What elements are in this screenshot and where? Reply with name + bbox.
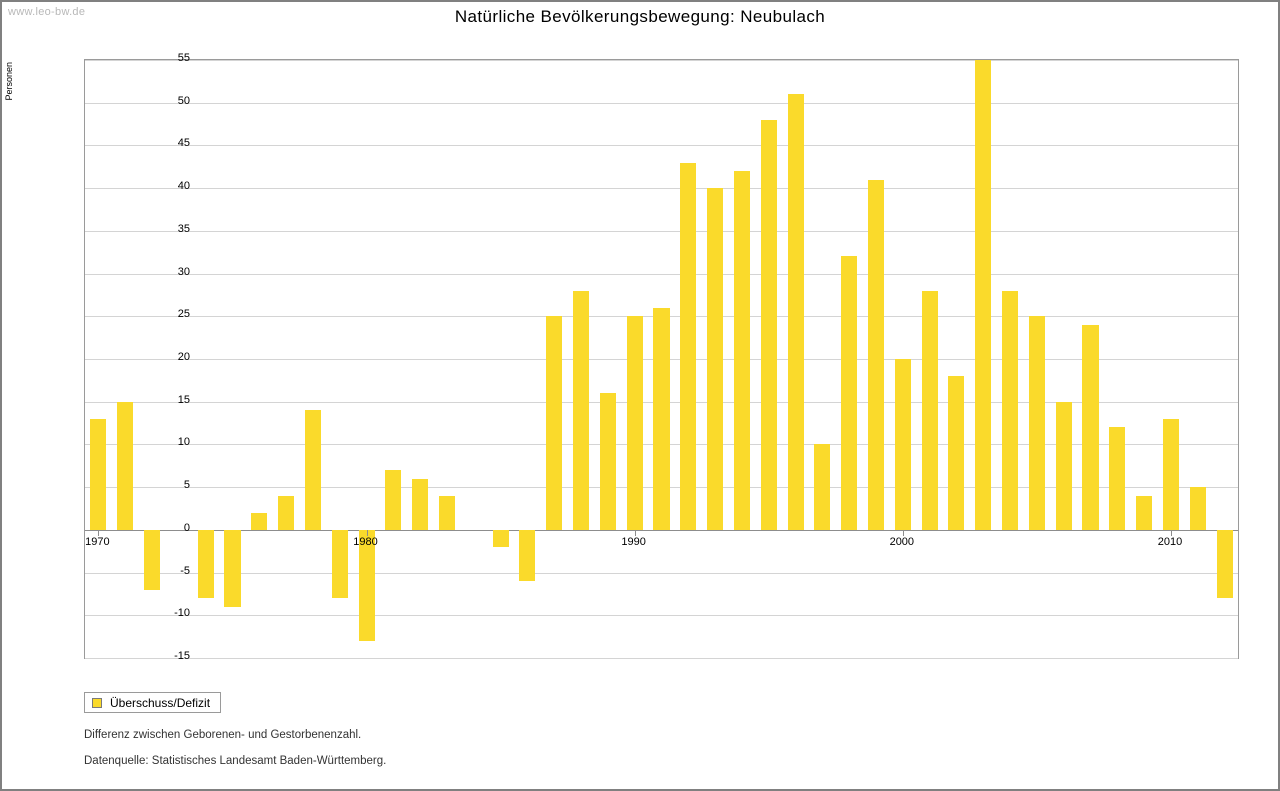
y-axis-tick-label: -10 bbox=[174, 607, 190, 620]
note-definition: Differenz zwischen Geborenen- und Gestorbenenzahl. bbox=[84, 729, 362, 741]
bar bbox=[922, 291, 938, 530]
bar bbox=[412, 479, 428, 530]
bar bbox=[493, 530, 509, 547]
x-axis-tick-label: 2000 bbox=[889, 535, 915, 548]
y-axis-tick-label: 25 bbox=[177, 308, 190, 321]
y-axis-tick-label: 20 bbox=[177, 351, 190, 363]
gridline bbox=[85, 274, 1238, 275]
y-axis-tick-label: -15 bbox=[174, 650, 190, 662]
bar bbox=[332, 530, 348, 598]
y-axis-tick-label: 40 bbox=[177, 180, 190, 193]
bar bbox=[761, 120, 777, 530]
gridline bbox=[85, 60, 1238, 61]
y-axis-tick-label: 35 bbox=[177, 222, 190, 235]
gridline bbox=[85, 573, 1238, 574]
legend-label: Überschuss/Defizit bbox=[110, 695, 211, 710]
legend-swatch-icon bbox=[92, 698, 102, 708]
bar bbox=[600, 393, 616, 530]
y-axis-tick-label: 30 bbox=[177, 265, 190, 278]
gridline bbox=[85, 103, 1238, 104]
bar bbox=[90, 419, 106, 530]
bar bbox=[305, 410, 321, 530]
bar bbox=[841, 256, 857, 529]
note-source: Datenquelle: Statistisches Landesamt Baden-Württemberg. bbox=[84, 755, 387, 767]
bar bbox=[895, 359, 911, 530]
plot-area bbox=[84, 59, 1239, 659]
y-axis-tick-label: 55 bbox=[177, 52, 190, 64]
bar bbox=[251, 513, 267, 530]
bar bbox=[144, 530, 160, 590]
bar bbox=[1217, 530, 1233, 598]
bar bbox=[788, 94, 804, 530]
chart-legend bbox=[84, 692, 221, 713]
watermark: www.leo-bw.de bbox=[8, 6, 86, 18]
bar bbox=[278, 496, 294, 530]
gridline bbox=[85, 615, 1238, 616]
x-axis-tick-label: 2010 bbox=[1157, 535, 1183, 548]
y-axis-label: Personen bbox=[4, 62, 14, 101]
gridline bbox=[85, 231, 1238, 232]
gridline bbox=[85, 188, 1238, 189]
bar bbox=[573, 291, 589, 530]
gridline bbox=[85, 658, 1238, 659]
bar bbox=[224, 530, 240, 607]
bar bbox=[439, 496, 455, 530]
bar bbox=[627, 316, 643, 530]
bar bbox=[734, 171, 750, 530]
y-axis-tick-label: -5 bbox=[180, 564, 190, 577]
x-axis-tick-label: 1970 bbox=[85, 535, 110, 548]
bar bbox=[1056, 402, 1072, 530]
y-axis-tick-label: 5 bbox=[183, 479, 190, 492]
x-axis-tick-label: 1990 bbox=[621, 535, 646, 548]
bar bbox=[975, 60, 991, 530]
y-axis-tick-label: 50 bbox=[177, 94, 190, 107]
bar bbox=[1136, 496, 1152, 530]
bar bbox=[519, 530, 535, 581]
bar bbox=[1109, 427, 1125, 530]
bar bbox=[707, 188, 723, 530]
bar bbox=[385, 470, 401, 530]
bar bbox=[1190, 487, 1206, 530]
bar bbox=[680, 163, 696, 530]
bar bbox=[198, 530, 214, 598]
y-axis-tick-label: 10 bbox=[177, 436, 190, 449]
bar bbox=[868, 180, 884, 530]
bar bbox=[546, 316, 562, 530]
y-axis-tick-label: 15 bbox=[177, 393, 190, 406]
y-axis-tick-label: 0 bbox=[183, 521, 190, 534]
bar bbox=[117, 402, 133, 530]
bar bbox=[814, 444, 830, 529]
bar bbox=[948, 376, 964, 530]
bar bbox=[1082, 325, 1098, 530]
bar bbox=[1002, 291, 1018, 530]
x-axis-tick-label: 1980 bbox=[353, 535, 378, 548]
y-axis-tick-label: 45 bbox=[177, 137, 190, 150]
gridline bbox=[85, 145, 1238, 146]
bar bbox=[1029, 316, 1045, 530]
zero-line bbox=[85, 530, 1238, 531]
bar bbox=[653, 308, 669, 530]
page-title: Natürliche Bevölkerungsbewegung: Neubulach bbox=[454, 7, 826, 26]
bar bbox=[1163, 419, 1179, 530]
